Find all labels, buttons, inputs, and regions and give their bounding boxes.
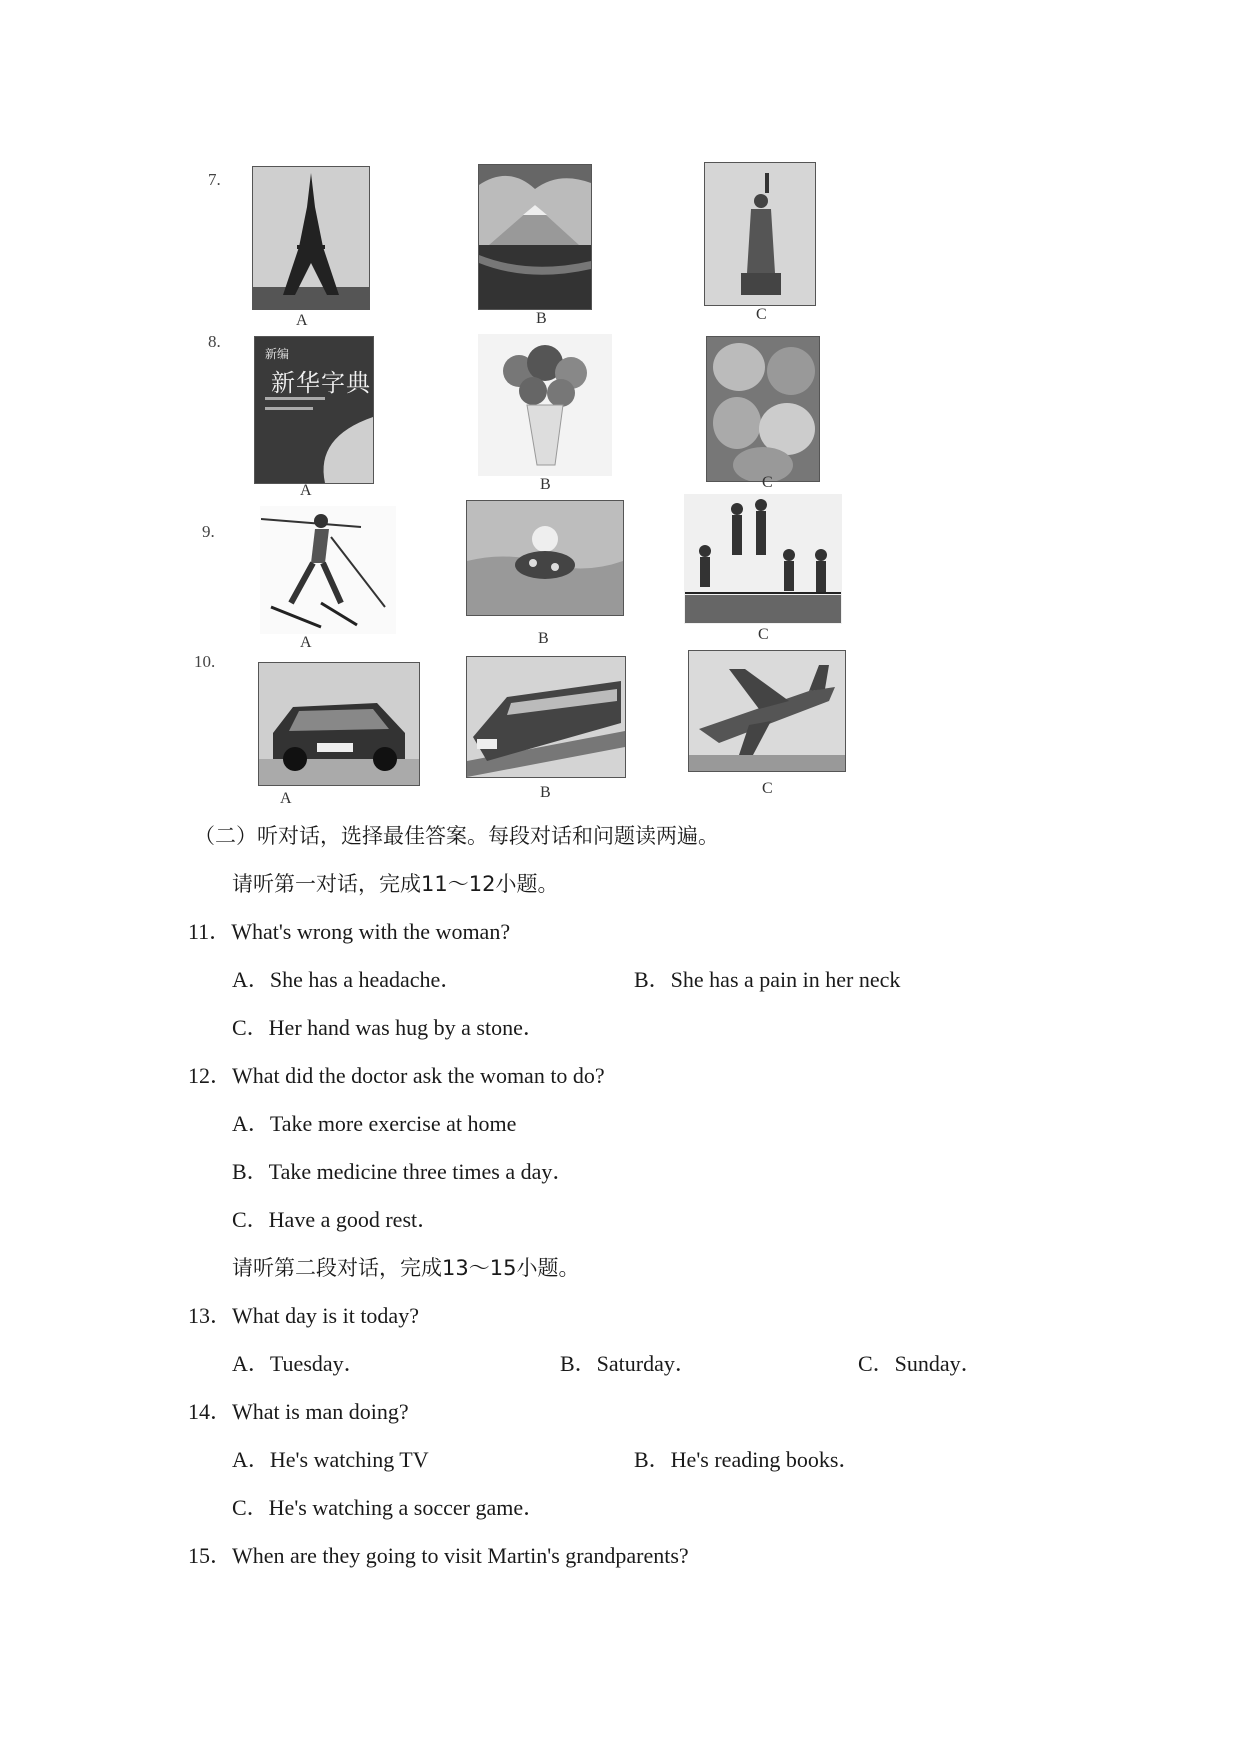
volleyball-players-icon bbox=[684, 494, 842, 624]
question-14 bbox=[188, 1398, 409, 1426]
question-number-8: 8. bbox=[208, 332, 221, 351]
option-14c: C．He's watching a soccer game． bbox=[232, 1495, 546, 1520]
dialogue-1-intro: 请听第一对话，完成11～12小题。 bbox=[232, 872, 559, 896]
option-13a: A．Tuesday． bbox=[232, 1351, 366, 1376]
question-text: What did the doctor ask the woman to do? bbox=[232, 1063, 605, 1088]
swimmer-icon bbox=[466, 500, 624, 616]
option-label-8b: B bbox=[540, 476, 551, 493]
question-text: What's wrong with the woman? bbox=[231, 919, 511, 944]
airplane-icon bbox=[688, 650, 846, 772]
fruit-icon bbox=[706, 336, 820, 482]
question-number: 15． bbox=[188, 1543, 233, 1568]
car-icon bbox=[258, 662, 420, 786]
dictionary-book-icon bbox=[254, 336, 374, 484]
option-11c: C．Her hand was hug by a stone． bbox=[232, 1015, 545, 1040]
option-label-7b: B bbox=[536, 310, 547, 327]
option-label-7c: C bbox=[756, 306, 767, 323]
skier-icon bbox=[260, 506, 396, 634]
book-tag: 新编 bbox=[265, 347, 290, 361]
question-number-10: 10. bbox=[194, 652, 216, 671]
option-label-8c: C bbox=[762, 474, 773, 491]
option-label-9b: B bbox=[538, 630, 549, 647]
dialogue-2-intro: 请听第二段对话，完成13～15小题。 bbox=[232, 1256, 580, 1280]
statue-of-liberty-icon bbox=[704, 162, 816, 306]
option-12a: A．Take more exercise at home bbox=[232, 1111, 517, 1136]
section-heading: （二）听对话，选择最佳答案。每段对话和问题读两遍。 bbox=[194, 824, 719, 848]
option-13b: B．Saturday． bbox=[560, 1351, 697, 1376]
question-text: When are they going to visit Martin's grandparents? bbox=[232, 1543, 689, 1568]
question-11 bbox=[188, 918, 510, 946]
option-label-9a: A bbox=[300, 634, 312, 651]
option-14b: B．He's reading books． bbox=[634, 1447, 861, 1472]
question-number: 12． bbox=[188, 1063, 233, 1088]
question-13 bbox=[188, 1302, 419, 1330]
question-number: 14． bbox=[188, 1399, 233, 1424]
question-number-7: 7. bbox=[208, 170, 221, 189]
question-12 bbox=[188, 1062, 605, 1090]
question-number: 13． bbox=[188, 1303, 233, 1328]
question-number: 11． bbox=[188, 919, 232, 944]
book-title: 新华字典 bbox=[271, 369, 371, 397]
flower-bouquet-icon bbox=[478, 334, 612, 476]
option-label-7a: A bbox=[296, 312, 308, 329]
option-11b: B．She has a pain in her neck bbox=[634, 967, 901, 992]
option-11a: A．She has a headache． bbox=[232, 967, 463, 992]
option-label-10c: C bbox=[762, 780, 773, 797]
train-icon bbox=[466, 656, 626, 778]
option-12c: C．Have a good rest． bbox=[232, 1207, 440, 1232]
option-12b: B．Take medicine three times a day． bbox=[232, 1159, 575, 1184]
option-13c: C．Sunday． bbox=[858, 1351, 983, 1376]
question-number-9: 9. bbox=[202, 522, 215, 541]
question-text: What day is it today? bbox=[232, 1303, 419, 1328]
question-text: What is man doing? bbox=[232, 1399, 409, 1424]
option-label-9c: C bbox=[758, 626, 769, 643]
mountain-lake-icon bbox=[478, 164, 592, 310]
option-14a: A．He's watching TV bbox=[232, 1447, 429, 1472]
question-15 bbox=[188, 1542, 689, 1570]
option-label-8a: A bbox=[300, 482, 312, 499]
option-label-10b: B bbox=[540, 784, 551, 801]
eiffel-tower-icon bbox=[252, 166, 370, 310]
option-label-10a: A bbox=[280, 790, 292, 807]
